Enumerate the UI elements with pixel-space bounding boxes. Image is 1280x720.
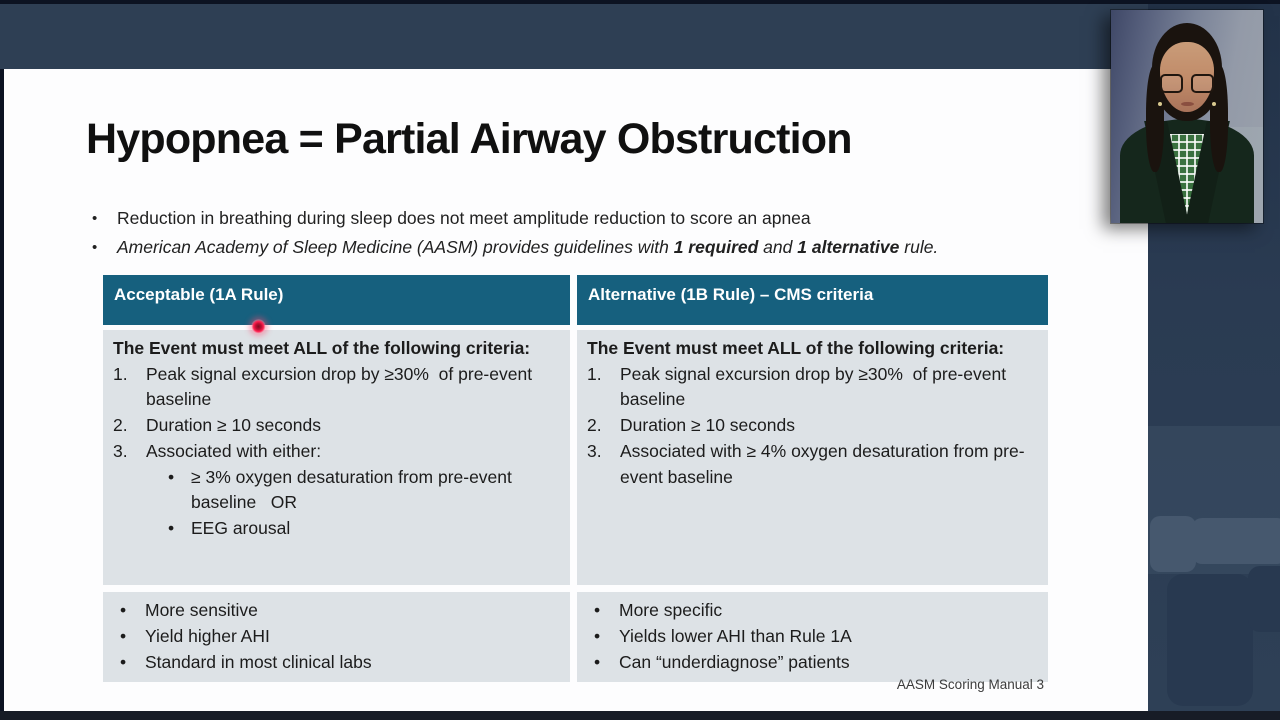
laser-pointer-dot xyxy=(251,319,266,334)
note-item: • More specific xyxy=(594,597,1040,623)
presentation-slide xyxy=(4,69,1148,711)
notes-cell-1a xyxy=(103,592,570,682)
table-header-1b-rule: Alternative (1B Rule) – CMS criteria xyxy=(577,275,1048,325)
slide-footnote: AASM Scoring Manual 3 xyxy=(896,677,1044,692)
decor-rounded-square xyxy=(1248,566,1280,632)
presenter-mouth xyxy=(1181,102,1194,107)
intro-bullet xyxy=(92,204,1092,233)
table-header-1a-rule: Acceptable (1A Rule) xyxy=(103,275,570,325)
note-item: • Standard in most clinical labs xyxy=(120,649,562,675)
criteria-heading: The Event must meet ALL of the following criteria: xyxy=(113,338,531,358)
glasses-icon xyxy=(1160,74,1213,93)
decor-rounded-square xyxy=(1150,516,1196,572)
criteria-subitem: • EEG arousal xyxy=(113,516,562,542)
criteria-item: Associated with ≥ 4% oxygen desaturation from pre-event baseline xyxy=(620,440,1025,487)
criteria-item: Duration ≥ 10 seconds xyxy=(146,415,321,436)
intro-bullet-text: • Reduction in breathing during sleep does not meet amplitude reduction to score an apnea xyxy=(117,208,811,228)
criteria-cell-1a xyxy=(103,330,570,585)
criteria-heading: The Event must meet ALL of the following criteria: xyxy=(587,338,1005,358)
intro-bullet xyxy=(92,233,1092,262)
slide-title: Hypopnea = Partial Airway Obstruction xyxy=(86,115,852,163)
criteria-item: Peak signal excursion drop by ≥30% of pre-event baseline xyxy=(146,363,533,410)
glasses-lens xyxy=(1160,74,1182,93)
top-navy-band xyxy=(0,4,1280,69)
note-item: • Can “underdiagnose” patients xyxy=(594,649,1040,675)
criteria-item: Associated with either: xyxy=(146,440,322,461)
criteria-item: Peak signal excursion drop by ≥30% of pre-event baseline xyxy=(620,363,1007,410)
intro-bullet-text: • American Academy of Sleep Medicine (AASM) provides guidelines with 1 required and 1 alternative rule. xyxy=(117,237,939,257)
glasses-lens xyxy=(1191,74,1213,93)
presenter-earring xyxy=(1158,102,1162,106)
note-item: • Yield higher AHI xyxy=(120,623,562,649)
intro-bullet-list xyxy=(92,204,1092,262)
criteria-item: Duration ≥ 10 seconds xyxy=(620,415,795,436)
note-item: • Yields lower AHI than Rule 1A xyxy=(594,623,1040,649)
note-item: • More sensitive xyxy=(120,597,562,623)
decor-rounded-square xyxy=(1192,518,1280,564)
criteria-subitem: • ≥ 3% oxygen desaturation from pre-event baseline OR xyxy=(113,465,562,516)
criteria-numbered-list xyxy=(587,362,1040,491)
notes-cell-1b xyxy=(577,592,1048,682)
criteria-cell-1b xyxy=(577,330,1048,585)
bottom-dark-strip xyxy=(0,711,1280,720)
hypopnea-rules-table xyxy=(103,275,1048,682)
decor-rounded-square xyxy=(1167,574,1253,706)
presenter-webcam-video xyxy=(1111,10,1263,223)
criteria-numbered-list xyxy=(113,362,562,542)
presenter-earring xyxy=(1212,102,1216,106)
